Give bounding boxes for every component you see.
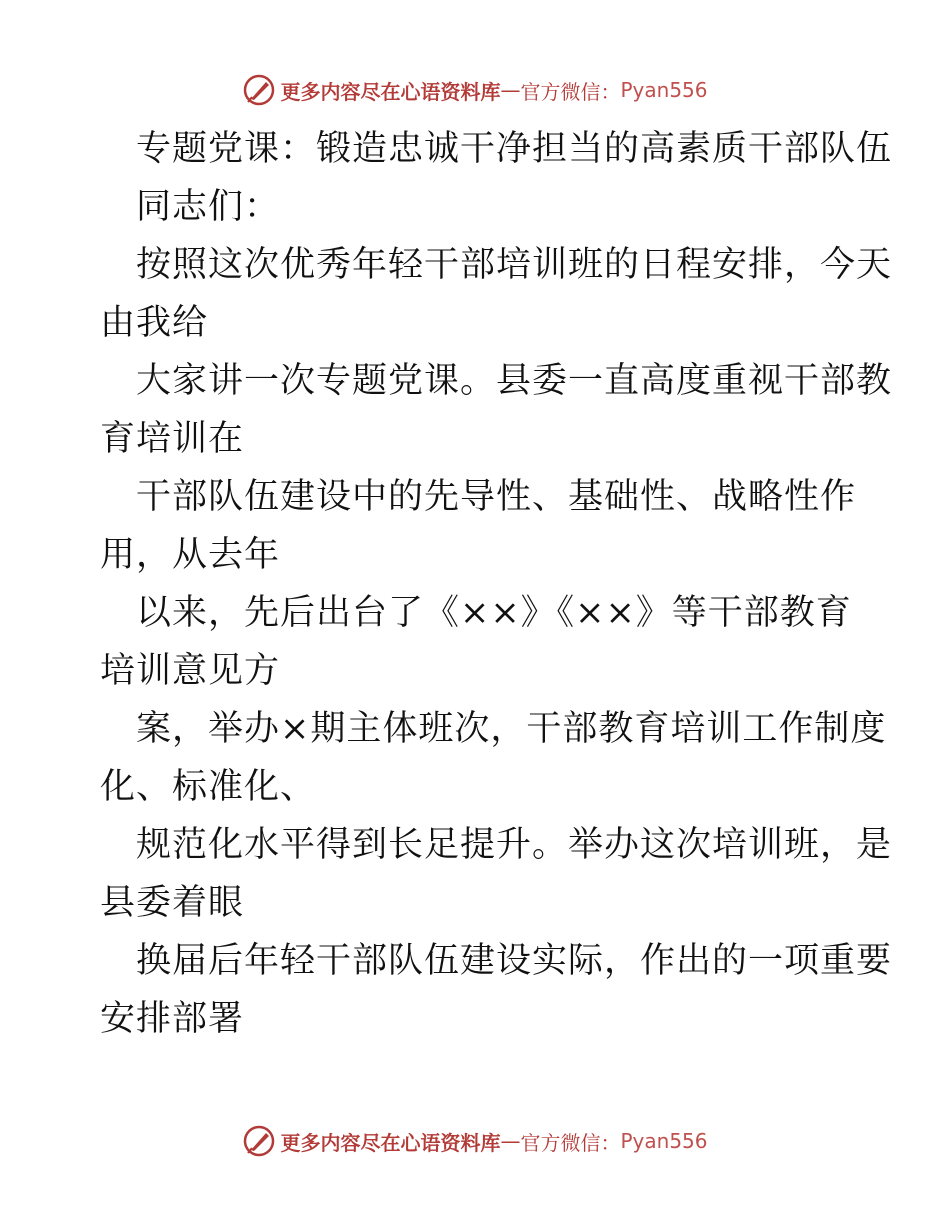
watermark-sub-text: 官方微信： [520,79,621,104]
paragraph-line: 换届后年轻干部队伍建设实际，作出的一项重要 [136,941,893,981]
document-body [100,120,893,1048]
paragraph-line: 由我给 [100,303,209,343]
paragraph-line: 培训意见方 [100,651,281,691]
quill-pen-logo-icon [242,1124,276,1158]
watermark-header [0,70,950,110]
watermark-wechat-id: Pyan556 [620,78,708,102]
paragraph-line: 安排部署 [100,999,245,1039]
greeting: 同志们： [136,187,281,227]
paragraph-line: 按照这次优秀年轻干部培训班的日程安排，今天 [136,245,893,285]
watermark-dash: — [500,78,521,102]
watermark-footer [0,1121,950,1161]
quill-pen-logo-icon [242,73,276,107]
paragraph-line: 县委着眼 [100,883,245,923]
paragraph-line: 育培训在 [100,419,245,459]
paragraph-line: 化、标准化、 [100,767,317,807]
paragraph-line: 案，举办×期主体班次，干部教育培训工作制度 [136,709,887,749]
paragraph-line: 规范化水平得到长足提升。举办这次培训班，是 [136,825,893,865]
watermark-wechat-id: Pyan556 [620,1129,708,1153]
watermark-sub-text: 官方微信： [520,1130,621,1155]
paragraph-line: 大家讲一次专题党课。县委一直高度重视干部教 [136,361,893,401]
document-title: 专题党课：锻造忠诚干净担当的高素质干部队伍 [136,129,893,169]
watermark-dash: — [500,1129,521,1153]
watermark-main-text: 更多内容尽在心语资料库 [280,1130,501,1155]
paragraph-line: 干部队伍建设中的先导性、基础性、战略性作 [136,477,857,517]
paragraph-line: 以来，先后出台了《××》《××》等干部教育 [136,593,852,633]
paragraph-line: 用，从去年 [100,535,281,575]
watermark-main-text: 更多内容尽在心语资料库 [280,79,501,104]
